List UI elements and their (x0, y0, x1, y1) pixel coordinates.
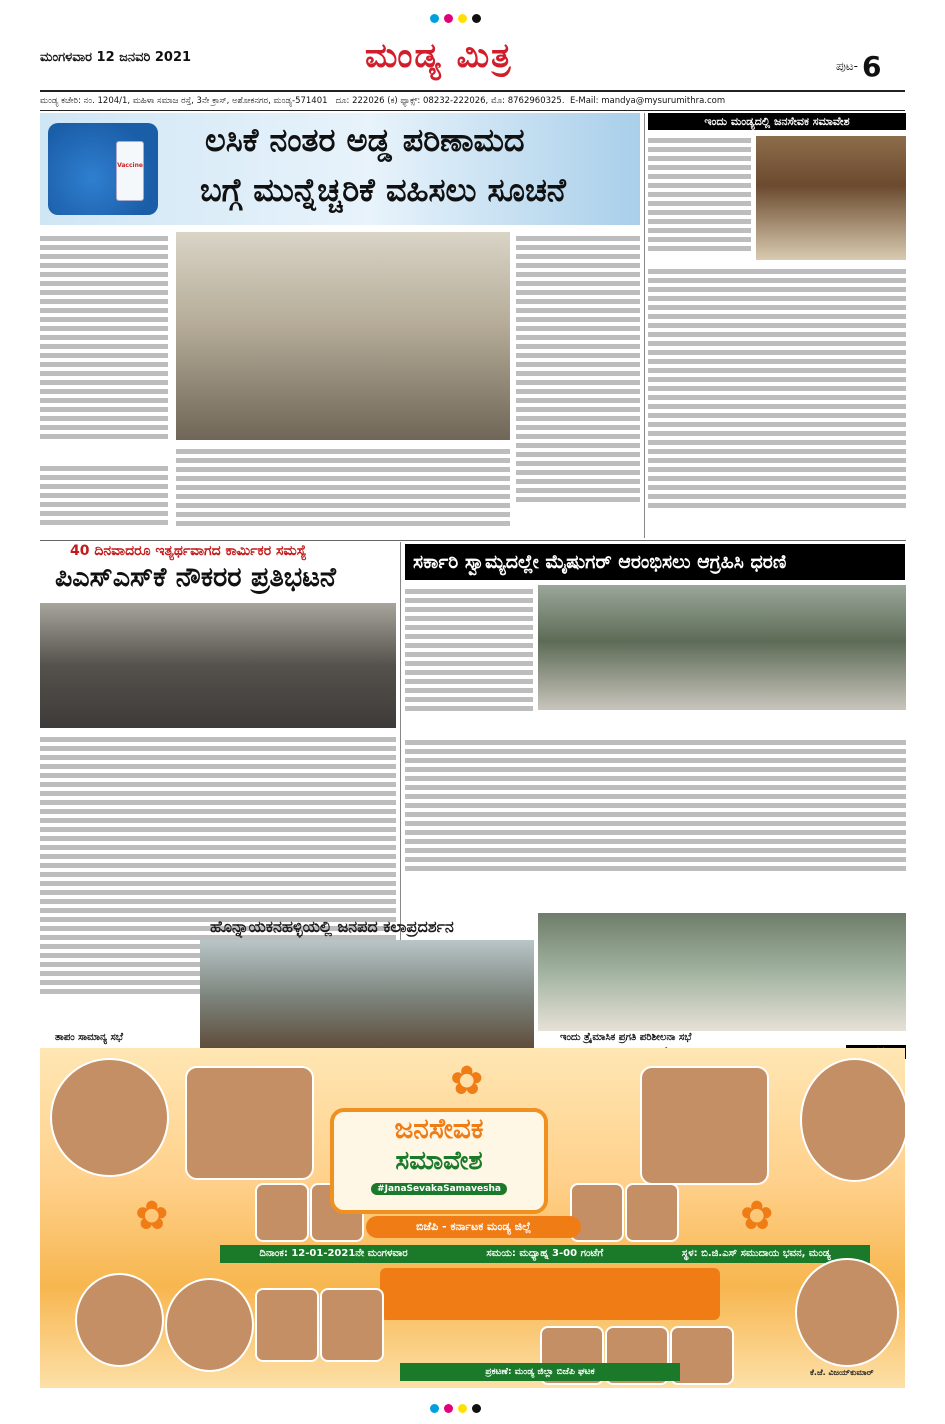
leader-photo (50, 1058, 169, 1177)
pss-protest-photo (40, 603, 396, 728)
mysugar-dharna-photo (538, 585, 906, 710)
registration-mark-black-bottom (472, 1404, 481, 1413)
office-phone: ದೂ: 222026 (ಕ) ಫ್ಯಾಕ್ಸ್: 08232-222026, ಮೊ: 8762960325. (335, 96, 565, 106)
advert-hashtag: #JanaSevakaSamavesha (371, 1183, 507, 1195)
advert-info-bar (220, 1245, 870, 1263)
leader-photo (800, 1058, 905, 1182)
advert-title-line2: ಸಮಾವೇಶ (395, 1146, 483, 1176)
registration-mark-cyan (430, 14, 439, 23)
vaccine-title-line2: ಬಗ್ಗೆ ಮುನ್ನೆಚ್ಚರಿಕೆ ವಹಿಸಲು ಸೂಚನೆ (200, 171, 566, 209)
lotus-icon: ✿ (740, 1193, 774, 1239)
vaccine-meeting-photo (176, 232, 510, 440)
janasevaka-meet-title: ಇಂದು ಮಂಡ್ಯದಲ್ಲಿ ಜನಸೇವಕ ಸಮಾವೇಶ (648, 113, 906, 130)
janasevaka-advert (40, 1048, 905, 1388)
lotus-icon: ✿ (135, 1193, 169, 1239)
folk-art-photo (200, 940, 534, 1048)
leader-photo (795, 1258, 899, 1367)
vaccine-hand-image (48, 123, 158, 215)
leader-photo (255, 1183, 309, 1242)
vaccine-body-col1 (40, 232, 168, 460)
leader-photo (255, 1288, 319, 1362)
masthead-date: ಮಂಗಳವಾರ 12 ಜನವರಿ 2021 (40, 50, 192, 65)
advert-publisher: ಪ್ರಕಟಣೆ: ಮಂಡ್ಯ ಜಿಲ್ಲಾ ಬಿಜೆಪಿ ಘಟಕ (400, 1363, 680, 1381)
lotus-icon: ✿ (450, 1058, 484, 1104)
address-bar (40, 90, 905, 111)
mysugar-title: ಸರ್ಕಾರಿ ಸ್ವಾಮ್ಯದಲ್ಲೇ ಮೈಷುಗರ್ ಆರಂಭಿಸಲು ಆಗ್ರಹಿಸಿ ಧರಣಿ (405, 544, 905, 580)
advert-time: ಸಮಯ: ಮಧ್ಯಾಹ್ನ 3-00 ಗಂಟೆಗೆ (486, 1248, 604, 1259)
power-cut-title: ತಾಪಂ ಸಾಮಾನ್ಯ ಸಭೆ (55, 1032, 123, 1043)
advert-invite-strip (380, 1268, 720, 1320)
advert-date: ದಿನಾಂಕ: 12-01-2021ನೇ ಮಂಗಳವಾರ (259, 1248, 408, 1259)
vaccine-headline-banner (40, 113, 640, 225)
registration-mark-black (472, 14, 481, 23)
group-felicitation-photo (538, 913, 906, 1031)
folk-art-title: ಹೊನ್ನಾಯಕನಹಳ್ಳಿಯಲ್ಲಿ ಜನಪದ ಕಲಾಪ್ರದರ್ಶನ (210, 917, 454, 936)
leader-photo (640, 1066, 769, 1185)
leader-photo (165, 1278, 254, 1372)
advert-sponsor: ಕೆ.ಜೆ. ವಿಜಯ್‌ಕುಮಾರ್ (810, 1368, 874, 1377)
registration-mark-magenta (444, 14, 453, 23)
section-rule (40, 540, 906, 541)
column-rule (644, 113, 645, 538)
janasevaka-meeting-photo (756, 136, 906, 260)
vaccine-body-col2 (176, 445, 510, 535)
advert-venue: ಸ್ಥಳ: ಬಿ.ಜಿ.ಎಸ್ ಸಮುದಾಯ ಭವನ, ಮಂಡ್ಯ (681, 1248, 831, 1259)
janasevaka-body-bottom (648, 265, 906, 537)
registration-mark-yellow-bottom (458, 1404, 467, 1413)
office-email: E-Mail: mandya@mysurumithra.com (569, 96, 726, 106)
pss-title: ಪಿಎಸ್ಎಸ್‌ಕೆ ನೌಕರರ ಪ್ರತಿಭಟನೆ (55, 562, 336, 593)
vaccine-title-line1: ಲಸಿಕೆ ನಂತರ ಅಡ್ಡ ಪರಿಣಾಮದ (205, 121, 525, 159)
page-number-value: 6 (861, 50, 882, 83)
advert-title-box (330, 1108, 548, 1214)
page-number (836, 50, 881, 83)
mysugar-body-col1 (405, 585, 533, 733)
registration-mark-yellow (458, 14, 467, 23)
registration-mark-magenta-bottom (444, 1404, 453, 1413)
advert-title-line1: ಜನಸೇವಕ (394, 1112, 484, 1145)
advert-party: ಬಿಜೆಪಿ - ಕರ್ನಾಟಕ ಮಂಡ್ಯ ಜಿಲ್ಲೆ (366, 1216, 581, 1238)
leader-photo (320, 1288, 384, 1362)
vaccine-body-col3 (516, 232, 640, 537)
page-label: ಪುಟ- (836, 59, 858, 73)
vaccine-vial (116, 141, 144, 201)
leader-photo (75, 1273, 164, 1367)
mysugar-body (405, 736, 906, 911)
registration-mark-cyan-bottom (430, 1404, 439, 1413)
masthead-logo: ಮಂಡ್ಯ ಮಿತ್ರ (365, 36, 513, 76)
vaccine-body-col1b (40, 462, 168, 537)
leader-photo (625, 1183, 679, 1242)
office-address: ಮಂಡ್ಯ ಕಚೇರಿ: ನಂ. 1204/1, ಮಹಿಳಾ ಸಮಾಜ ರಸ್ತೆ, 3ನೇ ಕ್ರಾಸ್, ಅಶೋಕನಗರ, ಮಂಡ್ಯ-571401 (40, 96, 328, 106)
janasevaka-body-top (648, 134, 751, 262)
quarterly-title: ಇಂದು ತ್ರೈಮಾಸಿಕ ಪ್ರಗತಿ ಪರಿಶೀಲನಾ ಸಭೆ (560, 1032, 692, 1043)
leader-photo (185, 1066, 314, 1180)
pss-kicker: 40 ದಿನವಾದರೂ ಇತ್ಯರ್ಥವಾಗದ ಕಾರ್ಮಿಕರ ಸಮಸ್ಯೆ (70, 543, 307, 559)
vial-label: Vaccine (117, 162, 143, 169)
